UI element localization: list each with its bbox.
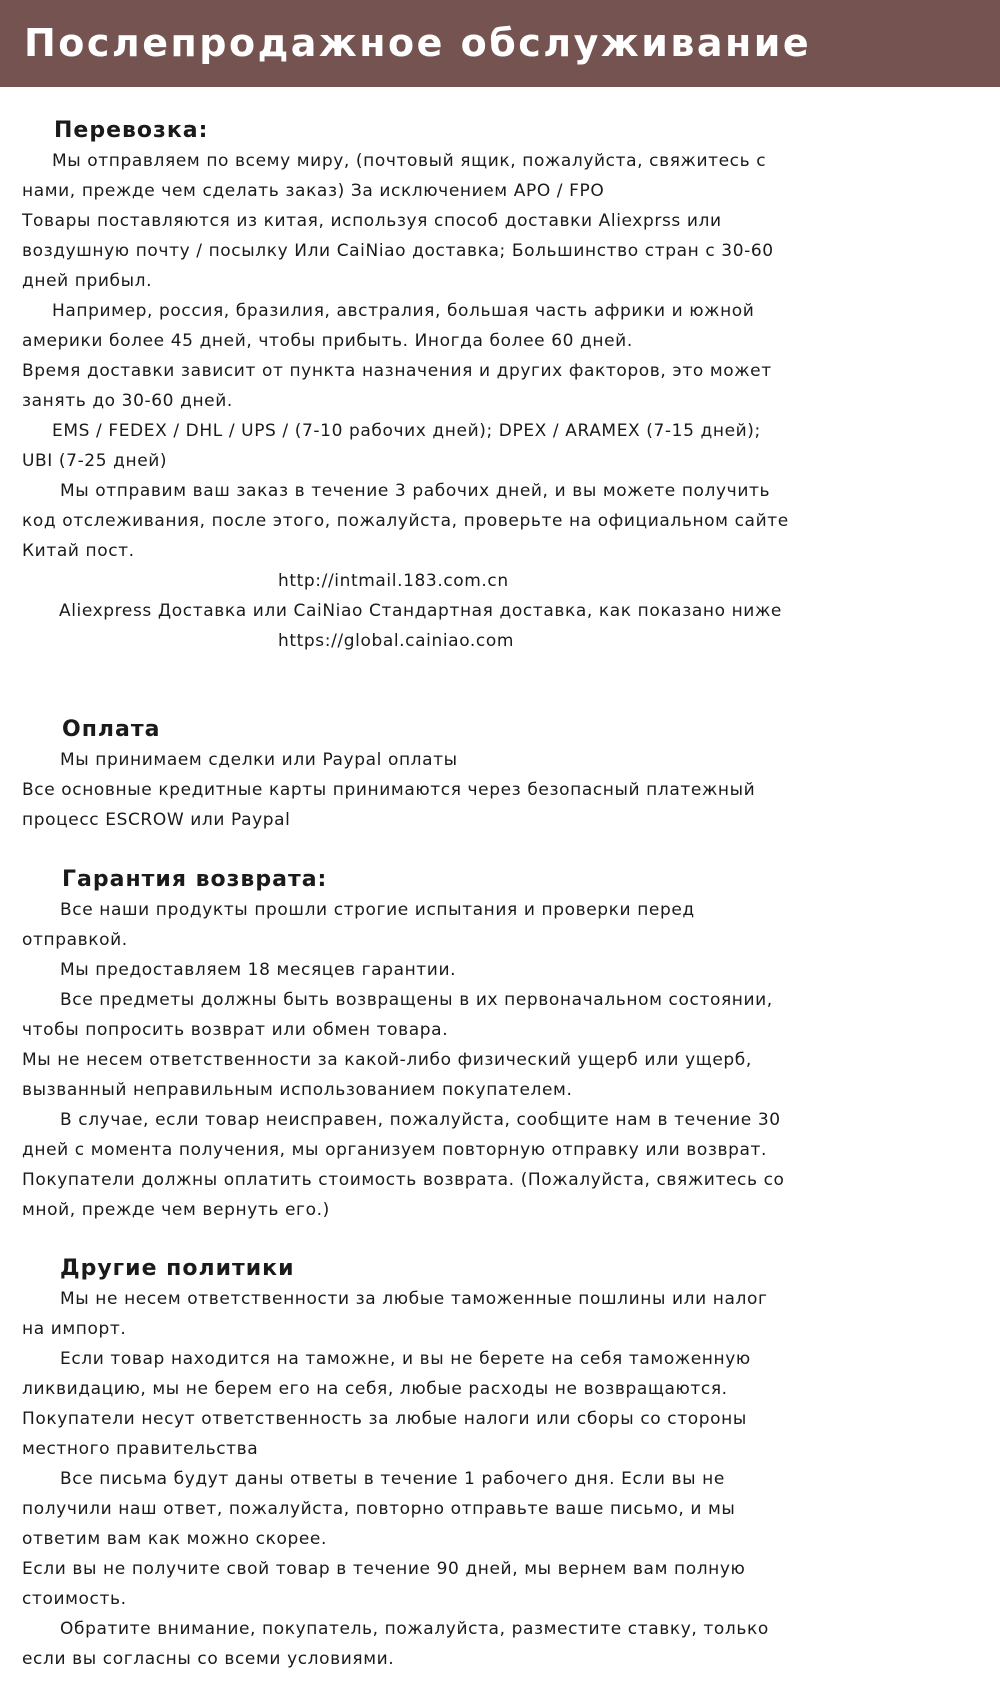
other-policies-line: Если товар находится на таможне, и вы не берете на себя таможенную (60, 1349, 751, 1369)
payment-line: процесс ESCROW или Paypal (22, 810, 291, 830)
warranty-section (22, 865, 977, 1225)
other-policies-heading: Другие политики (60, 1256, 295, 1281)
warranty-line: Все предметы должны быть возвращены в их первоначальном состоянии, (60, 990, 773, 1010)
other-policies-section (22, 1254, 977, 1674)
warranty-heading: Гарантия возврата: (62, 867, 328, 892)
tracking-url-cainiao: https://global.cainiao.com (278, 631, 515, 651)
page-title: Послепродажное обслуживание (24, 21, 812, 65)
header-banner (0, 0, 1000, 87)
shipping-heading: Перевозка: (54, 118, 209, 143)
other-policies-line: если вы согласны со всеми условиями. (22, 1649, 395, 1669)
payment-line: Мы принимаем сделки или Paypal оплаты (60, 750, 458, 770)
warranty-line: чтобы попросить возврат или обмен товара. (22, 1020, 449, 1040)
other-policies-line: получили наш ответ, пожалуйста, повторно отправьте ваше письмо, и мы (22, 1499, 736, 1519)
warranty-line: Покупатели должны оплатить стоимость возврата. (Пожалуйста, свяжитесь со (22, 1170, 785, 1190)
warranty-line: вызванный неправильным использованием покупателем. (22, 1080, 573, 1100)
shipping-line: Aliexpress Доставка или CaiNiao Стандартная доставка, как показано ниже (59, 601, 782, 621)
other-policies-line: ликвидацию, мы не берем его на себя, любые расходы не возвращаются. (22, 1379, 728, 1399)
shipping-line: UBI (7-25 дней) (22, 451, 168, 471)
shipping-line: занять до 30-60 дней. (22, 391, 233, 411)
shipping-line: воздушную почту / посылку Или CaiNiao доставка; Большинство стран с 30-60 (22, 241, 774, 261)
other-policies-line: на импорт. (22, 1319, 127, 1339)
other-policies-line: Обратите внимание, покупатель, пожалуйста, разместите ставку, только (60, 1619, 769, 1639)
other-policies-line: Если вы не получите свой товар в течение 90 дней, мы вернем вам полную (22, 1559, 746, 1579)
other-policies-line: Все письма будут даны ответы в течение 1 рабочего дня. Если вы не (60, 1469, 725, 1489)
payment-section (22, 715, 977, 835)
warranty-line: дней с момента получения, мы организуем повторную отправку или возврат. (22, 1140, 768, 1160)
shipping-line: дней прибыл. (22, 271, 153, 291)
other-policies-line: местного правительства (22, 1439, 259, 1459)
tracking-url-chinapost: http://intmail.183.com.cn (278, 571, 509, 591)
other-policies-line: Покупатели несут ответственность за любые налоги или сборы со стороны (22, 1409, 747, 1429)
shipping-line: Китай пост. (22, 541, 135, 561)
shipping-line: EMS / FEDEX / DHL / UPS / (7-10 рабочих дней); DPEX / ARAMEX (7-15 дней); (52, 421, 761, 441)
shipping-line: Товары поставляются из китая, используя способ доставки Aliexprss или (22, 211, 722, 231)
other-policies-line: ответим вам как можно скорее. (22, 1529, 327, 1549)
warranty-line: мной, прежде чем вернуть его.) (22, 1200, 330, 1220)
shipping-section (22, 116, 977, 656)
shipping-line: код отслеживания, после этого, пожалуйста, проверьте на официальном сайте (22, 511, 789, 531)
warranty-line: Все наши продукты прошли строгие испытания и проверки перед (60, 900, 695, 920)
other-policies-line: стоимость. (22, 1589, 127, 1609)
payment-heading: Оплата (62, 717, 161, 742)
shipping-line: Мы отправляем по всему миру, (почтовый ящик, пожалуйста, свяжитесь с (52, 151, 767, 171)
warranty-line: Мы предоставляем 18 месяцев гарантии. (60, 960, 457, 980)
shipping-line: нами, прежде чем сделать заказ) За исключением APO / FPO (22, 181, 605, 201)
warranty-line: В случае, если товар неисправен, пожалуйста, сообщите нам в течение 30 (60, 1110, 781, 1130)
warranty-line: отправкой. (22, 930, 128, 950)
shipping-line: Время доставки зависит от пункта назначения и других факторов, это может (22, 361, 772, 381)
shipping-line: Мы отправим ваш заказ в течение 3 рабочих дней, и вы можете получить (60, 481, 771, 501)
warranty-line: Мы не несем ответственности за какой-либо физический ущерб или ущерб, (22, 1050, 752, 1070)
other-policies-line: Мы не несем ответственности за любые таможенные пошлины или налог (60, 1289, 768, 1309)
shipping-line: америки более 45 дней, чтобы прибыть. Иногда более 60 дней. (22, 331, 633, 351)
payment-line: Все основные кредитные карты принимаются через безопасный платежный (22, 780, 756, 800)
shipping-line: Например, россия, бразилия, австралия, большая часть африки и южной (52, 301, 755, 321)
